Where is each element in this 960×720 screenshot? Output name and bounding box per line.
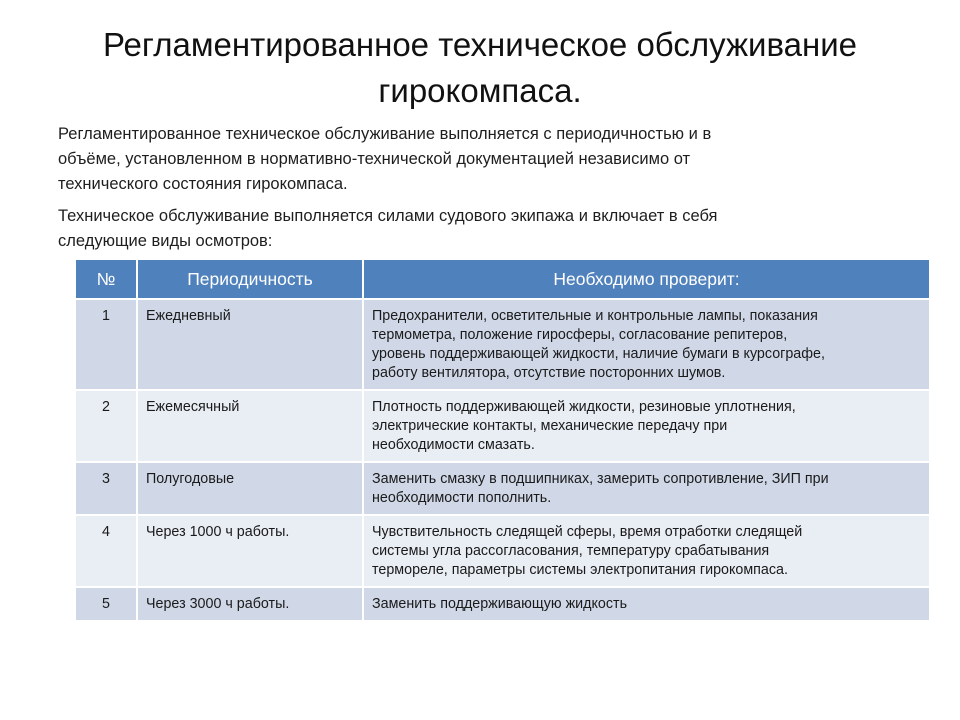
- row-number: 3: [76, 462, 137, 515]
- table-row: [76, 299, 929, 390]
- check-line: системы угла рассогласования, температуру срабатывания: [372, 543, 770, 559]
- table-row: [76, 462, 929, 515]
- slide-title: [40, 22, 920, 114]
- row-checks: [363, 390, 929, 462]
- row-periodicity: Через 3000 ч работы.: [137, 587, 363, 620]
- row-number: 1: [76, 299, 137, 390]
- check-line: Заменить смазку в подшипниках, замерить сопротивление, ЗИП при: [372, 471, 829, 487]
- check-line: уровень поддерживающей жидкости, наличие бумаги в курсографе,: [372, 346, 825, 362]
- check-line: работу вентилятора, отсутствие посторонних шумов.: [372, 365, 726, 381]
- row-checks: [363, 299, 929, 390]
- table-header-row: [76, 260, 929, 299]
- table-row: [76, 515, 929, 587]
- row-checks: [363, 587, 929, 620]
- paragraph-line: следующие виды осмотров:: [58, 232, 273, 250]
- check-line: термометра, положение гиросферы, согласование репитеров,: [372, 327, 788, 343]
- paragraph-intro: [58, 122, 878, 197]
- paragraph-line: объёме, установленном в нормативно-технической документацией независимо от: [58, 150, 691, 168]
- paragraph-line: Техническое обслуживание выполняется силами судового экипажа и включает в себя: [58, 207, 718, 225]
- row-number: 2: [76, 390, 137, 462]
- check-line: Чувствительность следящей сферы, время отработки следящей: [372, 524, 803, 540]
- header-checks: Необходимо проверит:: [363, 260, 929, 299]
- row-periodicity: Через 1000 ч работы.: [137, 515, 363, 587]
- check-line: электрические контакты, механические передачу при: [372, 418, 728, 434]
- row-periodicity: Полугодовые: [137, 462, 363, 515]
- check-line: необходимости смазать.: [372, 437, 535, 453]
- row-number: 4: [76, 515, 137, 587]
- slide-body: [58, 122, 878, 261]
- header-number: №: [76, 260, 137, 299]
- check-line: Предохранители, осветительные и контрольные лампы, показания: [372, 308, 818, 324]
- table-row: [76, 390, 929, 462]
- maintenance-table: [76, 260, 929, 620]
- slide-title-line: гирокомпаса.: [378, 72, 582, 109]
- row-checks: [363, 515, 929, 587]
- check-line: Заменить поддерживающую жидкость: [372, 596, 628, 612]
- row-checks: [363, 462, 929, 515]
- row-number: 5: [76, 587, 137, 620]
- check-line: термореле, параметры системы электропитания гирокомпаса.: [372, 562, 788, 578]
- header-periodicity: Периодичность: [137, 260, 363, 299]
- row-periodicity: Ежедневный: [137, 299, 363, 390]
- check-line: Плотность поддерживающей жидкости, резиновые уплотнения,: [372, 399, 796, 415]
- table-row: [76, 587, 929, 620]
- paragraph-line: технического состояния гирокомпаса.: [58, 175, 348, 193]
- check-line: необходимости пополнить.: [372, 490, 552, 506]
- row-periodicity: Ежемесячный: [137, 390, 363, 462]
- paragraph-line: Регламентированное техническое обслуживание выполняется с периодичностью и в: [58, 125, 712, 143]
- slide-title-line: Регламентированное техническое обслуживание: [103, 26, 857, 63]
- paragraph-scope: [58, 204, 878, 254]
